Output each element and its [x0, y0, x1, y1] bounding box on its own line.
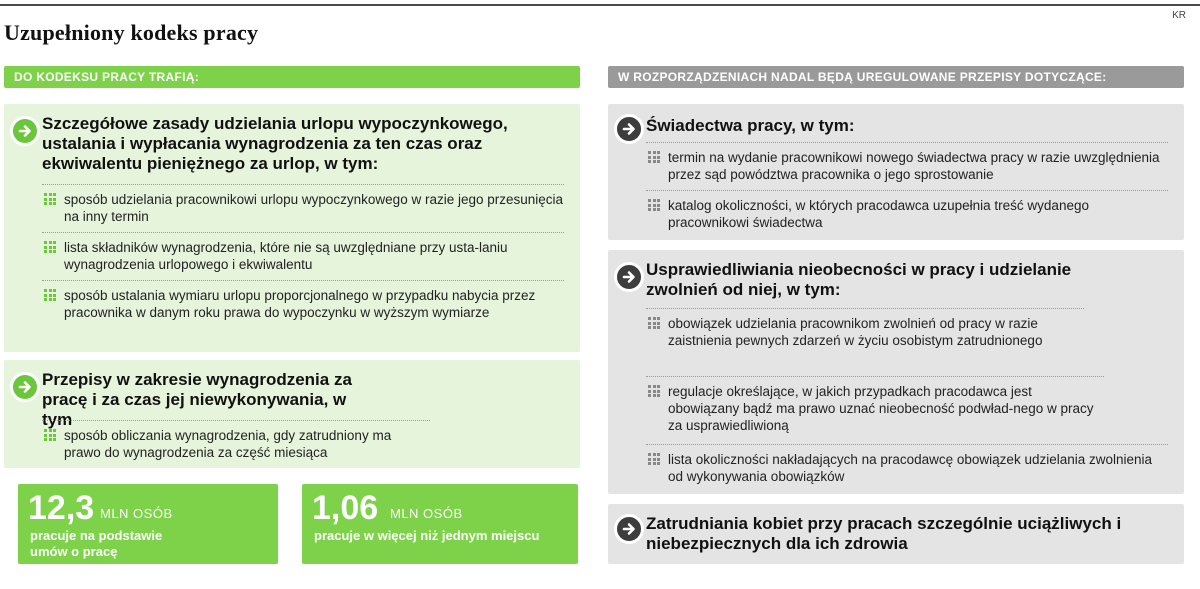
stat-unit: MLN OSÓB — [100, 506, 173, 521]
right-panel-women-work — [608, 504, 1184, 564]
list-item: regulacje określające, w jakich przypadkach pracodawca jest obowiązany bądź ma prawo uznać nieobecność podwład-nego w pracy za usprawiedliwioną — [646, 376, 1104, 434]
list-item: katalog okoliczności, w których pracodawca uzupełnia treść wydanego pracownikowi świadectwa — [646, 190, 1168, 231]
arrow-right-icon — [614, 114, 644, 144]
panel-title: Zatrudniania kobiet przy pracach szczególnie uciążliwych i niebezpiecznych dla ich zdrowia — [646, 514, 1122, 553]
panel-title: Usprawiedliwiania nieobecności w pracy i udzielanie zwolnień od niej, w tym: — [646, 260, 1072, 299]
right-panel-absences — [608, 250, 1184, 494]
stat-employment-contracts — [18, 484, 278, 564]
stat-multiple-jobs — [302, 484, 578, 564]
panel-title: Przepisy w zakresie wynagrodzenia za pracę i za czas jej niewykonywania, w tym — [42, 370, 352, 429]
left-panel-vacation — [4, 104, 580, 352]
list-item: lista okoliczności nakładających na pracodawcę obowiązek udzielania zwolnienia od wykonywania obowiązków — [646, 444, 1168, 485]
stat-value: 12,3 — [28, 489, 95, 527]
page-title: Uzupełniony kodeks pracy — [4, 20, 259, 45]
right-column — [608, 66, 1184, 553]
stat-description: pracuje na podstawie umów o pracę — [30, 528, 163, 559]
grid-bullet-icon — [648, 453, 660, 465]
corner-mark: KR — [1172, 10, 1186, 21]
grid-bullet-icon — [44, 193, 56, 205]
left-column — [4, 66, 580, 559]
top-rule — [0, 4, 1200, 6]
stat-unit: MLN OSÓB — [390, 506, 463, 521]
arrow-right-icon — [10, 372, 40, 402]
right-header: W ROZPORZĄDZENIACH NADAL BĘDĄ UREGULOWANE PRZEPISY DOTYCZĄCE: — [608, 66, 1184, 88]
list-item: termin na wydanie pracownikowi nowego świadectwa pracy w razie uwzględnienia przez sąd powództwa pracownika o jego sprostowanie — [646, 142, 1168, 183]
list-item: sposób obliczania wynagrodzenia, gdy zatrudniony ma prawo do wynagrodzenia za część miesiąca — [42, 420, 430, 461]
list-item: sposób udzielania pracownikowi urlopu wypoczynkowego w razie jego przesunięcia na inny termin — [42, 184, 564, 225]
grid-bullet-icon — [648, 199, 660, 211]
list-item: lista składników wynagrodzenia, które nie są uwzględniane przy usta-laniu wynagrodzenia urlopowego i ekwiwalentu — [42, 232, 564, 273]
grid-bullet-icon — [44, 429, 56, 441]
right-panel-certificates — [608, 104, 1184, 240]
arrow-right-icon — [10, 116, 40, 146]
list-item: sposób ustalania wymiaru urlopu proporcjonalnego w przypadku nabycia przez pracownika w danym roku prawa do wypoczynku w wyższym wymiarze — [42, 280, 564, 321]
stat-description: pracuje w więcej niż jednym miejscu — [314, 528, 540, 543]
grid-bullet-icon — [648, 385, 660, 397]
arrow-right-icon — [614, 514, 644, 544]
panel-title: Świadectwa pracy, w tym: — [646, 116, 855, 135]
list-item: obowiązek udzielania pracownikom zwolnień od pracy w razie zaistnienia pewnych zdarzeń w życiu osobistym zatrudnionego — [646, 308, 1084, 349]
left-header: DO KODEKSU PRACY TRAFIĄ: — [4, 66, 580, 88]
panel-title: Szczegółowe zasady udzielania urlopu wypoczynkowego, ustalania i wypłacania wynagrodzenia za ten czas oraz ekwiwalentu pieniężnego za urlop, w tym: — [42, 114, 508, 173]
left-panel-wages — [4, 360, 580, 468]
arrow-right-icon — [614, 262, 644, 292]
grid-bullet-icon — [44, 289, 56, 301]
grid-bullet-icon — [44, 241, 56, 253]
grid-bullet-icon — [648, 317, 660, 329]
grid-bullet-icon — [648, 151, 660, 163]
stat-value: 1,06 — [312, 489, 379, 527]
